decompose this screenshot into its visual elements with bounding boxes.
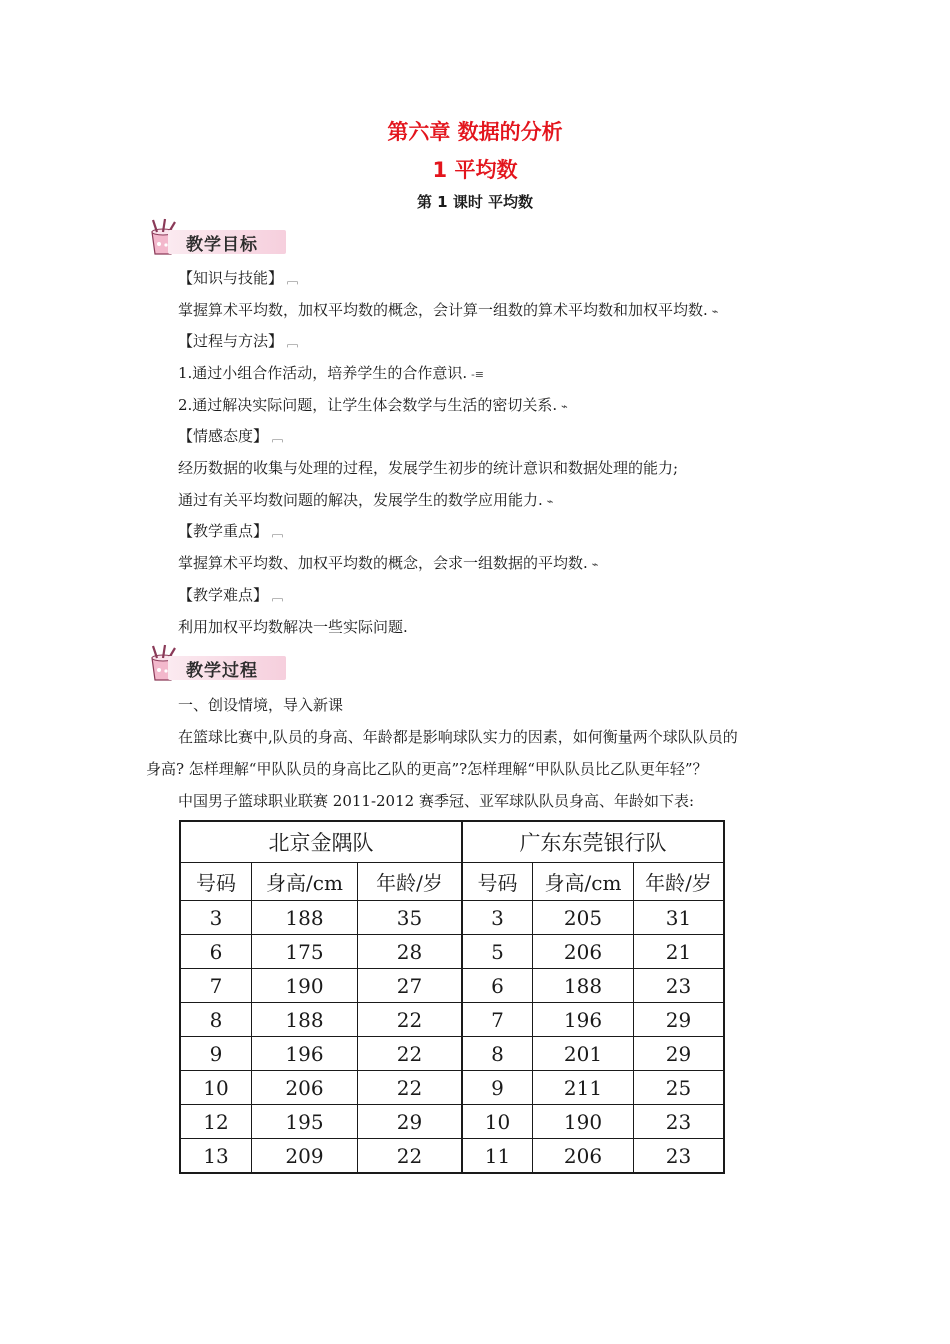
marker-icon: -≡ (471, 367, 485, 381)
table-cell: 211 (533, 1071, 634, 1105)
table-cell: 196 (533, 1003, 634, 1037)
table-cell: 22 (358, 1003, 463, 1037)
table-row (180, 1003, 724, 1037)
table-cell: 27 (358, 969, 463, 1003)
process-item-1: 1.通过小组合作活动，培养学生的合作意识. -≡ (178, 364, 485, 382)
column-header: 年龄/岁 (634, 863, 725, 901)
difficulty-heading: 【教学难点】 ﹇ (178, 586, 284, 604)
table-cell: 23 (634, 1139, 725, 1174)
key-text: 掌握算术平均数、加权平均数的概念，会求一组数据的平均数. ⌁ (178, 554, 599, 572)
emotion-heading: 【情感态度】 ﹇ (178, 427, 284, 445)
marker-icon: ﹇ (272, 526, 284, 539)
table-row (180, 1139, 724, 1174)
table-cell: 3 (462, 901, 533, 935)
team-b-header: 广东东莞银行队 (462, 821, 724, 863)
table-cell: 28 (358, 935, 463, 969)
intro-line-1: 在篮球比赛中,队员的身高、年龄都是影响球队实力的因素，如何衡量两个球队队员的 (178, 728, 738, 746)
table-cell: 6 (462, 969, 533, 1003)
marker-icon: ﹇ (272, 590, 284, 603)
column-header-row (180, 863, 724, 901)
table-cell: 3 (180, 901, 252, 935)
table-cell: 6 (180, 935, 252, 969)
table-cell: 206 (533, 1139, 634, 1174)
table-cell: 175 (252, 935, 358, 969)
table-row (180, 901, 724, 935)
table-cell: 23 (634, 969, 725, 1003)
table-cell: 21 (634, 935, 725, 969)
table-cell: 22 (358, 1037, 463, 1071)
column-header: 身高/cm (252, 863, 358, 901)
table-cell: 206 (252, 1071, 358, 1105)
table-cell: 23 (634, 1105, 725, 1139)
table-cell: 188 (252, 901, 358, 935)
table-cell: 22 (358, 1071, 463, 1105)
process-banner-label: 教学过程 (186, 661, 258, 681)
table-cell: 12 (180, 1105, 252, 1139)
marker-icon: ⌁ (561, 399, 568, 413)
marker-icon: ﹇ (272, 431, 284, 444)
column-header: 号码 (462, 863, 533, 901)
table-row (180, 969, 724, 1003)
table-cell: 206 (533, 935, 634, 969)
marker-icon: ⌁ (546, 494, 554, 508)
marker-icon: ⌁ (591, 557, 599, 571)
team-a-header: 北京金隅队 (180, 821, 462, 863)
table-cell: 7 (180, 969, 252, 1003)
table-cell: 205 (533, 901, 634, 935)
column-header: 身高/cm (533, 863, 634, 901)
step-1-heading: 一、创设情境，导入新课 (178, 696, 344, 714)
table-cell: 31 (634, 901, 725, 935)
column-header: 号码 (180, 863, 252, 901)
table-cell: 25 (634, 1071, 725, 1105)
knowledge-text: 掌握算术平均数，加权平均数的概念，会计算一组数的算术平均数和加权平均数. ⌁ (178, 301, 719, 319)
table-cell: 209 (252, 1139, 358, 1174)
table-row (180, 1105, 724, 1139)
lesson-title: 第 1 课时 平均数 (416, 193, 534, 211)
table-cell: 188 (533, 969, 634, 1003)
process-item-2: 2.通过解决实际问题，让学生体会数学与生活的密切关系. ⌁ (178, 396, 568, 414)
section-title: 1 平均数 (432, 158, 518, 182)
table-cell: 29 (358, 1105, 463, 1139)
objectives-banner-label: 教学目标 (186, 235, 258, 255)
table-row (180, 1037, 724, 1071)
table-cell: 195 (252, 1105, 358, 1139)
table-cell: 9 (462, 1071, 533, 1105)
table-cell: 35 (358, 901, 463, 935)
table-cell: 10 (180, 1071, 252, 1105)
column-header: 年龄/岁 (358, 863, 463, 901)
intro-line-2: 身高? 怎样理解“甲队队员的身高比乙队的更高”?怎样理解“甲队队员比乙队更年轻”？ (146, 760, 708, 778)
table-cell: 5 (462, 935, 533, 969)
difficulty-text: 利用加权平均数解决一些实际问题. (178, 618, 408, 636)
table-cell: 201 (533, 1037, 634, 1071)
table-cell: 7 (462, 1003, 533, 1037)
emotion-text-2: 通过有关平均数问题的解决，发展学生的数学应用能力. ⌁ (178, 491, 554, 509)
knowledge-heading: 【知识与技能】 ﹇ (178, 269, 299, 287)
chapter-title: 第六章 数据的分析 (387, 120, 563, 144)
process-heading: 【过程与方法】 ﹇ (178, 332, 299, 350)
table-cell: 196 (252, 1037, 358, 1071)
table-cell: 190 (533, 1105, 634, 1139)
table-cell: 190 (252, 969, 358, 1003)
table-cell: 10 (462, 1105, 533, 1139)
table-cell: 188 (252, 1003, 358, 1037)
table-row (180, 935, 724, 969)
table-row (180, 1071, 724, 1105)
objectives-banner (144, 218, 290, 258)
team-stats-table (179, 820, 725, 1174)
process-banner (144, 644, 290, 684)
table-cell: 8 (462, 1037, 533, 1071)
emotion-text-1: 经历数据的收集与处理的过程，发展学生初步的统计意识和数据处理的能力; (178, 459, 679, 477)
team-header-row (180, 821, 724, 863)
key-heading: 【教学重点】 ﹇ (178, 522, 284, 540)
table-cell: 13 (180, 1139, 252, 1174)
table-cell: 9 (180, 1037, 252, 1071)
table-cell: 22 (358, 1139, 463, 1174)
marker-icon: ﹇ (287, 336, 299, 349)
marker-icon: ﹇ (287, 273, 299, 286)
intro-line-3: 中国男子篮球职业联赛 2011-2012 赛季冠、亚军球队队员身高、年龄如下表: (178, 792, 695, 810)
marker-icon: ⌁ (711, 304, 719, 318)
table-cell: 8 (180, 1003, 252, 1037)
table-cell: 29 (634, 1003, 725, 1037)
table-cell: 29 (634, 1037, 725, 1071)
table-cell: 11 (462, 1139, 533, 1174)
